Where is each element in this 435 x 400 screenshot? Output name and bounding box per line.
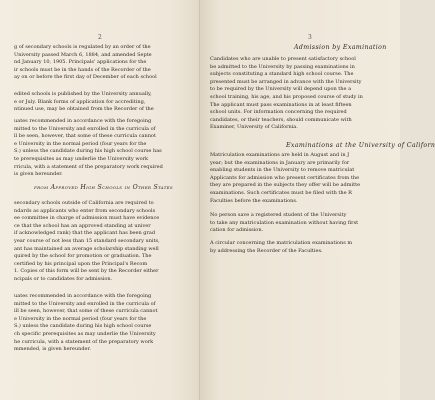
text-line: 1. Copies of this form will be sent by the Recorder either (14, 268, 159, 275)
text-line: No person save a registered student of the University (210, 212, 347, 218)
text-line: e or July. Blank forms of application for accrediting, (14, 98, 146, 105)
text-line: ill be seen, however, that some of these curricula cannot (14, 308, 158, 315)
paragraph (14, 44, 157, 82)
text-line: cation for admission. (210, 227, 264, 234)
text-line: mmended, is given hereunder. (14, 346, 91, 353)
text-line: ir schools must be in the hands of the Recorder of the (14, 66, 151, 73)
section-heading: Admission by Examination (294, 44, 387, 51)
text-line: subjects constituting a standard high school course. The (210, 71, 354, 78)
text-line: school training, his age, and his proposed course of study in (210, 93, 363, 100)
text-line: Candidates who are unable to present satisfactory school (210, 56, 356, 62)
text-line: enabling students in the University to remove matriculat (210, 167, 355, 174)
text-line: be admitted to the University by passing examinations in (210, 63, 355, 70)
text-line: The applicant must pass examinations in at least fifteen (210, 101, 352, 108)
text-line: secondary schools outside of California are required to (14, 200, 154, 206)
text-line: ay on or before the first day of December of each school (14, 74, 157, 81)
text-line: mitted to the University and enrolled in the curricula of (14, 125, 156, 132)
text-line: Examiner, University of California. (210, 124, 298, 131)
text-line: he curricula, with a statement of the preparatory work (14, 338, 154, 345)
text-line: ant has maintained an average scholarship standing well (14, 245, 159, 252)
text-line: ncipals or to candidates for admission. (14, 275, 113, 282)
paragraph (14, 91, 154, 114)
text-line: year; but the examinations in January are primarily for (210, 159, 350, 166)
paragraph (210, 240, 352, 255)
text-line: Matriculation examinations are held in August and in J (210, 152, 350, 158)
section-heading: from Approved High Schools in Other States (34, 184, 173, 191)
right-page (200, 0, 435, 400)
paragraph (14, 118, 163, 179)
text-line: is given hereunder. (14, 171, 63, 178)
text-line: e University in the normal period (four years for the (14, 140, 147, 147)
text-line: edited schools is published by the University annually, (14, 91, 152, 97)
text-line: school units. For information concerning the required (210, 109, 347, 116)
text-line: g of secondary schools is regulated by an order of the (14, 44, 151, 50)
text-line: examinations. Such certificates must be filed with the R (210, 189, 352, 196)
text-line: to take any matriculation examination without having first (210, 219, 359, 226)
paragraph (210, 212, 358, 235)
text-line: e University in the normal period (four years for the (14, 315, 147, 322)
text-line: University passed March 6, 1884, and amended Septe (14, 51, 152, 58)
paragraph (210, 152, 360, 205)
text-line: Applicants for admission who present certificates from the (210, 174, 360, 181)
paragraph (14, 293, 158, 354)
text-line: uates recommended in accordance with the foregoing (14, 118, 152, 124)
text-line: to be required by the University will depend upon the a (210, 86, 352, 93)
text-line: rricula, with a statement of the preparatory work required (14, 163, 163, 170)
page-number: 3 (308, 34, 312, 41)
text-line: S.) unless the candidate during his high school course has (14, 148, 162, 155)
text-line: if acknowledged rank) that the applicant has been grad (14, 230, 156, 237)
text-line: ndards as applicants who enter from secondary schools (14, 207, 156, 214)
text-line: mitted to the University and enrolled in the curricula of (14, 300, 156, 307)
text-line: by addressing the Recorder of the Faculties. (210, 247, 323, 254)
text-line: candidates, or their teachers, should communicate with (210, 116, 352, 123)
text-line: presented must be arranged in advance with the University (210, 78, 362, 85)
text-line: ch specific prerequisites as may underlie the University (14, 330, 156, 337)
text-line: ee committee in charge of admission must have evidence (14, 215, 160, 222)
text-line: ll be seen, however, that some of these curricula cannot (14, 133, 156, 140)
text-line: S.) unless the candidate during his high school course (14, 323, 152, 330)
page-number: 2 (98, 34, 102, 41)
text-line: quired by the school for promotion or graduation. The (14, 253, 152, 260)
section-heading: Examinations at the University of Californ (286, 142, 435, 149)
left-page (0, 0, 200, 400)
text-line: year course of not less than 15 standard secondary units, (14, 237, 160, 244)
paragraph (210, 56, 363, 132)
text-line: certified by his principal upon the Principal's Recom (14, 260, 148, 267)
text-line: nd January 10, 1905. Principals' applications for the (14, 59, 147, 66)
text-line: A circular concerning the matriculation examinations m (210, 240, 353, 246)
text-line: te prerequisites as may underlie the University work (14, 155, 149, 162)
text-line: uates recommended in accordance with the foregoing (14, 293, 152, 299)
text-line: Faculties before the examinations. (210, 197, 298, 204)
text-line: ce that the school has an approved standing at univer (14, 222, 151, 229)
paragraph (14, 200, 160, 284)
text-line: they are prepared in the subjects they offer will be admitte (210, 182, 361, 189)
text-line: ntinued use, may be obtained from the Recorder of the (14, 106, 154, 113)
